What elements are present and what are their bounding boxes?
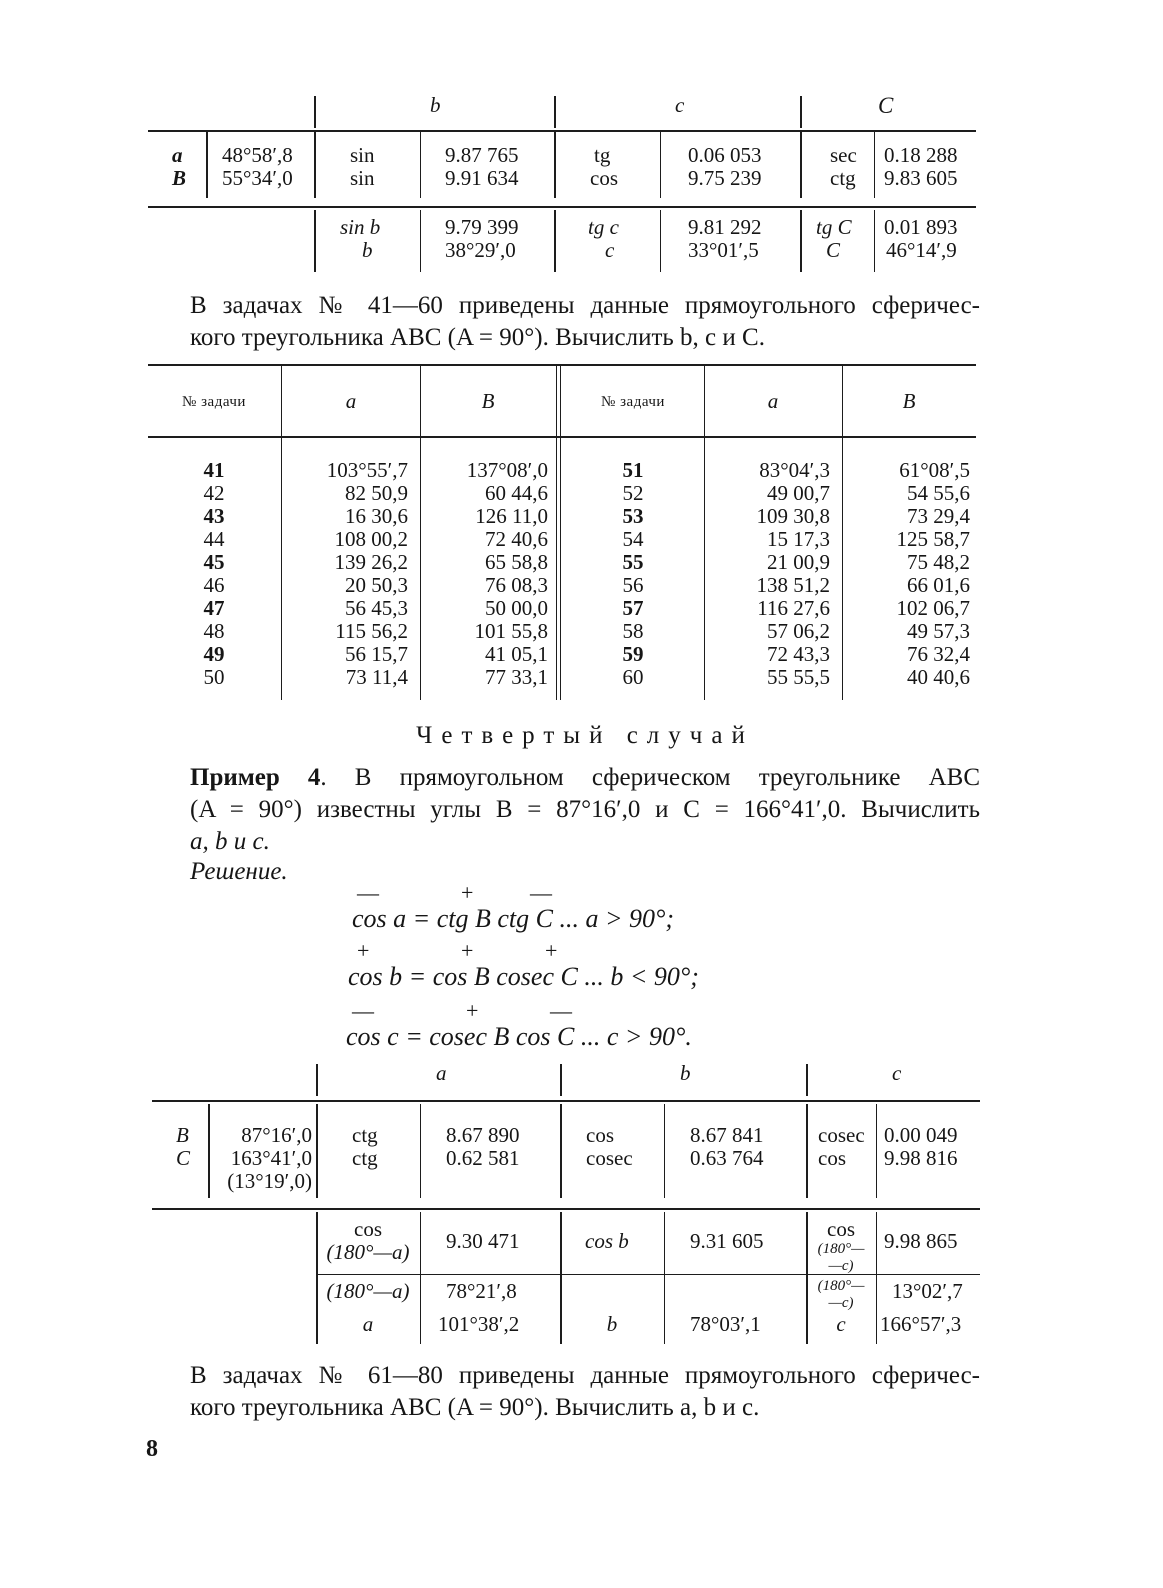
t2-header-num: № задачи: [182, 394, 246, 410]
value-a: 115 56,2: [335, 619, 408, 643]
t3-res-fn: b: [606, 1312, 618, 1336]
t3-fn: cos: [586, 1123, 614, 1147]
sign: +: [357, 938, 370, 963]
t3-row-value: 163°41′,0: [230, 1146, 312, 1170]
t3-val: 0.62 581: [446, 1146, 520, 1170]
value-B: 102 06,7: [896, 596, 970, 620]
t1-col-line: [554, 210, 556, 272]
t1-fn: cos: [590, 166, 618, 190]
solution-label: Решение.: [190, 858, 288, 885]
task-number: 45: [203, 550, 225, 574]
sign: +: [545, 938, 558, 963]
formula-cos-a: cos a = ctg B ctg C ... a > 90°;: [352, 904, 675, 933]
t2-right-nums: [562, 459, 704, 689]
task-number: 42: [203, 481, 225, 505]
t1-res-val: 33°01′,5: [688, 238, 759, 262]
t2-left-B: [420, 459, 548, 689]
t1-col-line: [874, 132, 875, 198]
task-number: 56: [622, 573, 644, 597]
t3-val: 8.67 890: [446, 1123, 520, 1147]
value-a: 139 26,2: [334, 550, 408, 574]
t1-fn: tg: [594, 143, 611, 167]
t3-res-fn: —c): [828, 1258, 854, 1274]
paragraph-line: В задачах № 41—60 приведены данные прямоугольного сферичес-: [190, 292, 980, 319]
t3-row-label: C: [176, 1146, 191, 1170]
t3-val: 0.63 764: [690, 1146, 764, 1170]
paragraph-line: кого треугольника ABC (A = 90°). Вычислить b, c и C.: [190, 324, 765, 351]
t3-res-val: 9.98 865: [884, 1229, 958, 1253]
t2-left-a: [282, 459, 408, 689]
t1-res-fn: C: [826, 238, 841, 262]
t1-col-line: [420, 210, 421, 272]
t1-col-line: [420, 132, 421, 198]
t1-rule-top: [148, 130, 976, 132]
sign: +: [466, 998, 479, 1023]
value-a: 83°04′,3: [759, 458, 830, 482]
t1-col-line: [660, 132, 661, 198]
t1-res-fn: c: [605, 238, 615, 262]
value-a: 15 17,3: [767, 527, 830, 551]
t3-header-divider: [560, 1064, 562, 1096]
t3-res-val: 78°03′,1: [690, 1312, 761, 1336]
t3-header-a: a: [436, 1061, 447, 1085]
t1-col-line: [554, 132, 556, 198]
t1-res-val: 9.81 292: [688, 215, 762, 239]
value-B: 76 08,3: [485, 573, 548, 597]
value-B: 66 01,6: [907, 573, 970, 597]
section-title: Четвертый случай: [416, 722, 754, 749]
t3-res-fn: (180°—a): [326, 1279, 410, 1303]
sign: —: [550, 998, 572, 1023]
task-number: 58: [622, 619, 644, 643]
value-B: 40 40,6: [907, 665, 970, 689]
t2-header-a: a: [767, 389, 779, 413]
paragraph-tasks-61-80: [190, 1360, 980, 1424]
t1-res-fn: tg c: [588, 215, 619, 239]
value-B: 60 44,6: [485, 481, 548, 505]
value-a: 56 15,7: [345, 642, 408, 666]
t1-res-val: 9.79 399: [445, 215, 519, 239]
t3-col-line: [560, 1104, 562, 1198]
t3-row-label: B: [176, 1123, 189, 1147]
task-number: 51: [622, 458, 644, 482]
value-B: 49 57,3: [907, 619, 970, 643]
t3-header-b: b: [680, 1061, 691, 1085]
t3-res-val: 101°38′,2: [438, 1312, 520, 1336]
t3-val: 0.00 049: [884, 1123, 958, 1147]
t2-header-B: B: [902, 389, 916, 413]
paragraph-tasks-41-60: [190, 290, 980, 354]
t3-col-line: [664, 1104, 665, 1198]
value-a: 72 43,3: [767, 642, 830, 666]
t3-res-fn: —c): [828, 1295, 854, 1311]
task-number: 55: [622, 550, 644, 574]
t2-header-B: B: [481, 389, 495, 413]
value-a: 109 30,8: [756, 504, 830, 528]
task-number: 44: [203, 527, 225, 551]
t3-fn: cosec: [586, 1146, 633, 1170]
formula-cos-b: cos b = cos B cosec C ... b < 90°;: [348, 962, 699, 991]
t3-res-fn: c: [836, 1312, 846, 1336]
task-number: 50: [203, 665, 225, 689]
value-B: 75 48,2: [907, 550, 970, 574]
value-a: 16 30,6: [345, 504, 408, 528]
value-B: 41 05,1: [485, 642, 548, 666]
t1-val: 9.75 239: [688, 166, 762, 190]
value-B: 101 55,8: [474, 619, 548, 643]
value-B: 50 00,0: [485, 596, 548, 620]
t1-val: 9.91 634: [445, 166, 519, 190]
t3-col-line: [876, 1212, 877, 1344]
value-a: 20 50,3: [345, 573, 408, 597]
value-B: 126 11,0: [475, 504, 548, 528]
t3-val: 8.67 841: [690, 1123, 764, 1147]
t1-fn: sin: [350, 143, 375, 167]
t3-rule-mid: [152, 1208, 980, 1210]
t3-res-fn: a: [362, 1312, 374, 1336]
t2-right-a: [704, 459, 830, 689]
t1-header-divider: [314, 96, 316, 128]
value-B: 72 40,6: [485, 527, 548, 551]
t1-rule-mid: [148, 206, 976, 208]
t2-right-B: [842, 459, 970, 689]
t3-res-val: 9.31 605: [690, 1229, 764, 1253]
value-a: 108 00,2: [334, 527, 408, 551]
value-B: 54 55,6: [907, 481, 970, 505]
t1-res-fn: b: [362, 238, 373, 262]
t3-header-c: c: [892, 1061, 902, 1085]
t3-col-line: [420, 1212, 421, 1344]
task-number: 59: [622, 642, 644, 666]
t1-val: 0.18 288: [884, 143, 958, 167]
t3-col-line: [806, 1104, 808, 1198]
t1-col-line: [874, 210, 875, 272]
t3-res-fn: (180°—a): [326, 1240, 410, 1264]
t3-res-val: 166°57′,3: [880, 1312, 962, 1336]
t1-res-val: 0.01 893: [884, 215, 958, 239]
value-a: 82 50,9: [345, 481, 408, 505]
t1-res-fn: tg C: [816, 215, 852, 239]
t1-header-c: c: [675, 93, 685, 117]
value-B: 61°08′,5: [899, 458, 970, 482]
t1-val: 9.87 765: [445, 143, 519, 167]
t1-col-line: [800, 132, 802, 198]
t1-header-b: b: [430, 93, 441, 117]
task-number: 60: [622, 665, 644, 689]
example-line: (A = 90°) известны углы B = 87°16′,0 и C = 166°41′,0. Вычислить: [190, 796, 980, 823]
t1-res-val: 38°29′,0: [445, 238, 516, 262]
value-B: 65 58,8: [485, 550, 548, 574]
sign: —: [352, 998, 374, 1023]
t1-row-label: a: [172, 143, 183, 167]
t3-col-line: [876, 1104, 877, 1198]
t3-rule-inner: [316, 1274, 980, 1275]
t3-res-val: 13°02′,7: [892, 1279, 963, 1303]
t1-row-value: 55°34′,0: [222, 166, 293, 190]
task-number: 41: [203, 458, 225, 482]
task-number: 54: [622, 527, 644, 551]
value-a: 55 55,5: [767, 665, 830, 689]
value-B: 125 58,7: [896, 527, 970, 551]
t1-fn: sec: [830, 143, 857, 167]
t1-val: 9.83 605: [884, 166, 958, 190]
t2-rule-header: [148, 436, 976, 438]
t1-fn: ctg: [830, 166, 856, 190]
t3-res-fn: cos: [827, 1217, 855, 1241]
t1-header-divider: [800, 96, 802, 128]
t1-res-val: 46°14′,9: [886, 238, 957, 262]
t3-res-fn: (180°—: [817, 1278, 865, 1294]
t3-val: 9.98 816: [884, 1146, 958, 1170]
t3-header-divider: [316, 1064, 318, 1096]
t1-res-fn: sin b: [340, 215, 381, 239]
t1-val: 0.06 053: [688, 143, 762, 167]
t3-row-value: 87°16′,0: [241, 1123, 312, 1147]
sign: —: [357, 880, 379, 905]
value-B: 73 29,4: [907, 504, 970, 528]
value-a: 103°55′,7: [326, 458, 408, 482]
t3-header-divider: [806, 1064, 808, 1096]
t1-col-line: [800, 210, 802, 272]
value-B: 137°08′,0: [466, 458, 548, 482]
task-number: 43: [203, 504, 225, 528]
t1-header-divider: [554, 96, 556, 128]
task-number: 57: [622, 596, 644, 620]
sign: —: [530, 880, 552, 905]
t1-col-line: [314, 210, 316, 272]
task-number: 52: [622, 481, 644, 505]
t3-col-line: [664, 1212, 665, 1344]
t1-col-line: [314, 132, 316, 198]
example-label: Пример 4: [190, 764, 321, 791]
value-a: 116 27,6: [757, 596, 830, 620]
t3-res-fn: (180°—: [817, 1241, 865, 1257]
example-text: . В прямоугольном сферическом треугольнике ABC: [320, 764, 980, 791]
t3-col-line: [420, 1104, 421, 1198]
value-a: 138 51,2: [756, 573, 830, 597]
sign: +: [461, 880, 474, 905]
task-number: 46: [203, 573, 225, 597]
t3-res-val: 9.30 471: [446, 1229, 520, 1253]
example-line: [190, 762, 980, 794]
page-number: 8: [146, 1436, 158, 1462]
t2-col-line-double: [556, 366, 557, 700]
t3-res-fn: cos b: [585, 1229, 629, 1253]
t1-header-C: C: [878, 93, 894, 118]
example-4: [190, 762, 980, 858]
task-number: 47: [203, 596, 225, 620]
sign: +: [461, 938, 474, 963]
value-a: 56 45,3: [345, 596, 408, 620]
t1-row-value: 48°58′,8: [222, 143, 293, 167]
paragraph-line: кого треугольника ABC (A = 90°). Вычислить a, b и c.: [190, 1394, 760, 1421]
t3-fn: cosec: [818, 1123, 865, 1147]
value-B: 77 33,1: [485, 665, 548, 689]
t1-col-line: [660, 210, 661, 272]
task-number: 49: [203, 642, 225, 666]
value-B: 76 32,4: [907, 642, 970, 666]
t3-res-fn: cos: [354, 1217, 382, 1241]
paragraph-line: В задачах № 61—80 приведены данные прямоугольного сферичес-: [190, 1362, 980, 1389]
t3-fn: ctg: [352, 1123, 378, 1147]
t3-col-line: [316, 1104, 318, 1198]
value-a: 73 11,4: [345, 665, 408, 689]
t2-col-line-double: [560, 366, 561, 700]
task-number: 53: [622, 504, 644, 528]
formula-cos-c: cos c = cosec B cos C ... c > 90°.: [346, 1022, 692, 1051]
t3-fn: ctg: [352, 1146, 378, 1170]
t2-header-a: a: [345, 389, 357, 413]
t1-col-line: [206, 132, 208, 198]
task-number: 48: [203, 619, 225, 643]
t2-rule-top: [148, 364, 976, 366]
t1-fn: sin: [350, 166, 375, 190]
t3-res-val: 78°21′,8: [446, 1279, 517, 1303]
value-a: 57 06,2: [767, 619, 830, 643]
t2-header-num: № задачи: [601, 394, 665, 410]
value-a: 49 00,7: [767, 481, 830, 505]
t3-row-value: (13°19′,0): [227, 1169, 312, 1193]
t2-left-nums: [148, 459, 280, 689]
value-a: 21 00,9: [767, 550, 830, 574]
t3-rule-top: [152, 1100, 980, 1102]
t1-row-label: B: [172, 166, 187, 190]
t3-fn: cos: [818, 1146, 846, 1170]
example-line: a, b и c.: [190, 828, 270, 855]
